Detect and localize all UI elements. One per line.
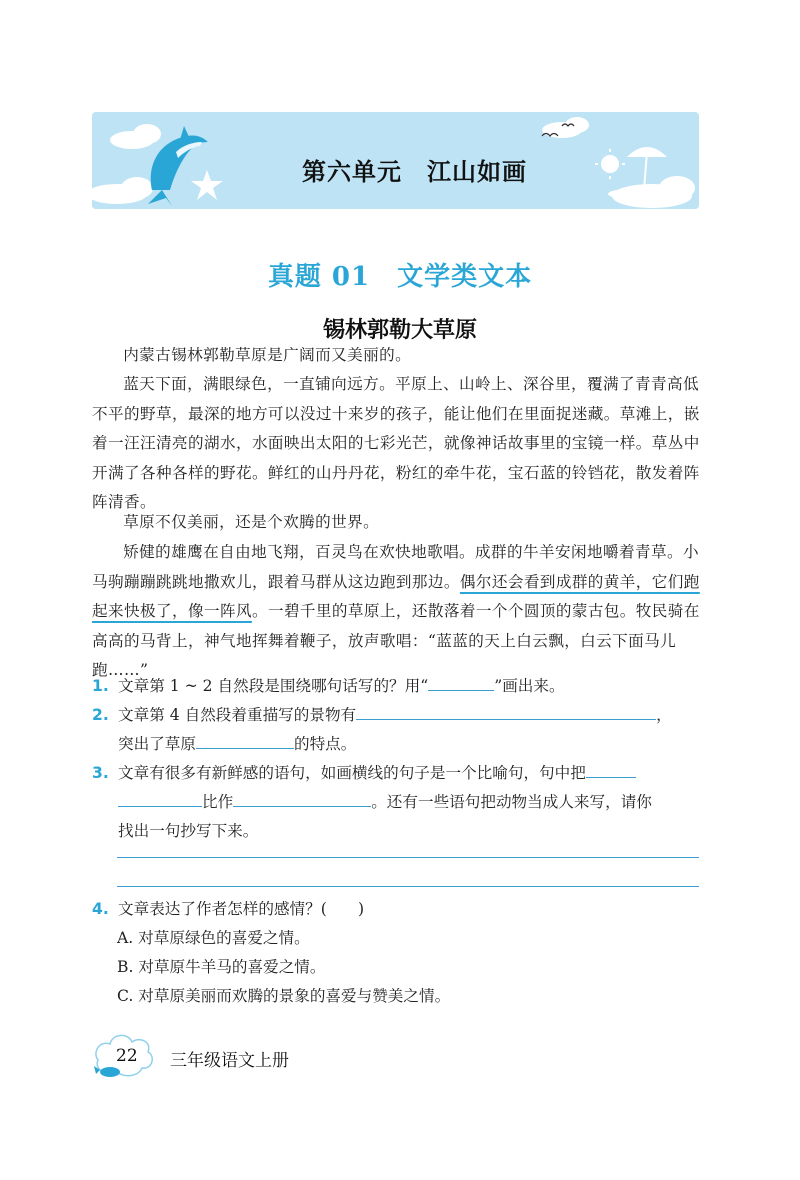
underlined-sentence: 偶尔还会看到成群的黄羊，它们跑起来快极了，像一阵风 [92, 572, 700, 620]
answer-blank[interactable] [196, 734, 294, 749]
answer-line[interactable] [117, 857, 699, 858]
umbrella-island-icon [608, 147, 672, 200]
question-3-line-2 [118, 788, 698, 817]
answer-blank[interactable] [118, 792, 202, 807]
question-number: 3. [92, 764, 109, 782]
paragraph-2: 蓝天下面，满眼绿色，一直铺向远方。平原上、山岭上、深谷里，覆满了青青高低不平的野草，最深的地方可以没过十来岁的孩子，能让他们在里面捉迷藏。草滩上，嵌着一汪汪清亮的湖水，水面映出太阳的七彩光芒，就像神话故事里的宝镜一样。草丛中开满了各种各样的野花。鲜红的山丹丹花，粉红的牵牛花，宝石蓝的铃铛花，散发着阵阵清香。 [92, 375, 700, 511]
question-text: ， [656, 706, 672, 724]
unit-banner [92, 112, 699, 209]
question-number: 1. [92, 677, 109, 695]
section-title: 真题 01 文学类文本 [267, 262, 533, 292]
paragraph-4-text-b: 。一碧千里的草原上，还散落着一个个圆顶的蒙古包。牧民骑在高高的马背上，神气地挥舞着鞭子，放声歌唱：“蓝蓝的天上白云飘，白云下面马儿跑……” [92, 602, 700, 679]
unit-title: 第六单元 江山如画 [302, 158, 527, 186]
paragraph-3: 草原不仅美丽，还是个欢腾的世界。 [123, 513, 380, 531]
question-2-line-2 [118, 730, 698, 759]
paragraph-1: 内蒙古锡林郭勒草原是广阔而又美丽的。 [123, 346, 412, 364]
question-1 [92, 672, 704, 701]
option-c[interactable]: C. 对草原美丽而欢腾的景象的喜爱与赞美之情。 [117, 987, 451, 1005]
question-3-line-3: 找出一句抄写下来。 [118, 822, 259, 840]
option-b[interactable]: B. 对草原牛羊马的喜爱之情。 [117, 958, 326, 976]
question-text: 文章第 1 ~ 2 自然段是围绕哪句话写的？用“ [118, 677, 429, 695]
question-text: ”画出来。 [494, 677, 565, 695]
answer-line[interactable] [117, 886, 699, 887]
question-4 [92, 895, 704, 924]
question-text: 比作 [202, 793, 234, 811]
question-3 [92, 759, 704, 788]
question-2 [92, 701, 704, 730]
paragraph-4-text-a: 矫健的雄鹰在自由地飞翔，百灵鸟在欢快地歌唱。成群的牛羊安闲地嚼着青草。小马驹蹦蹦跳跳地撒欢儿，跟着马群从这边跑到那边。 [92, 543, 699, 591]
option-a[interactable]: A. 对草原绿色的喜爱之情。 [117, 929, 310, 947]
book-title: 三年级语文上册 [170, 1051, 289, 1071]
question-text: 突出了草原 [118, 735, 196, 753]
page-number: 22 [116, 1046, 138, 1066]
question-text: 文章表达了作者怎样的感情？( ) [118, 900, 365, 918]
question-text: 。还有一些语句把动物当成人来写，请你 [371, 793, 652, 811]
article-title: 锡林郭勒大草原 [322, 318, 477, 343]
answer-blank[interactable] [586, 763, 636, 778]
answer-blank[interactable] [428, 676, 494, 691]
answer-blank[interactable] [356, 705, 656, 720]
question-number: 4. [92, 900, 109, 918]
question-number: 2. [92, 706, 109, 724]
answer-blank[interactable] [233, 792, 371, 807]
question-text: 文章有很多有新鲜感的语句，如画横线的句子是一个比喻句，句中把 [118, 764, 586, 782]
sun-icon [595, 149, 625, 179]
paragraph-4 [92, 538, 704, 686]
starfish-icon [191, 170, 223, 200]
question-text: 的特点。 [293, 735, 357, 753]
question-text: 文章第 4 自然段着重描写的景物有 [118, 706, 357, 724]
